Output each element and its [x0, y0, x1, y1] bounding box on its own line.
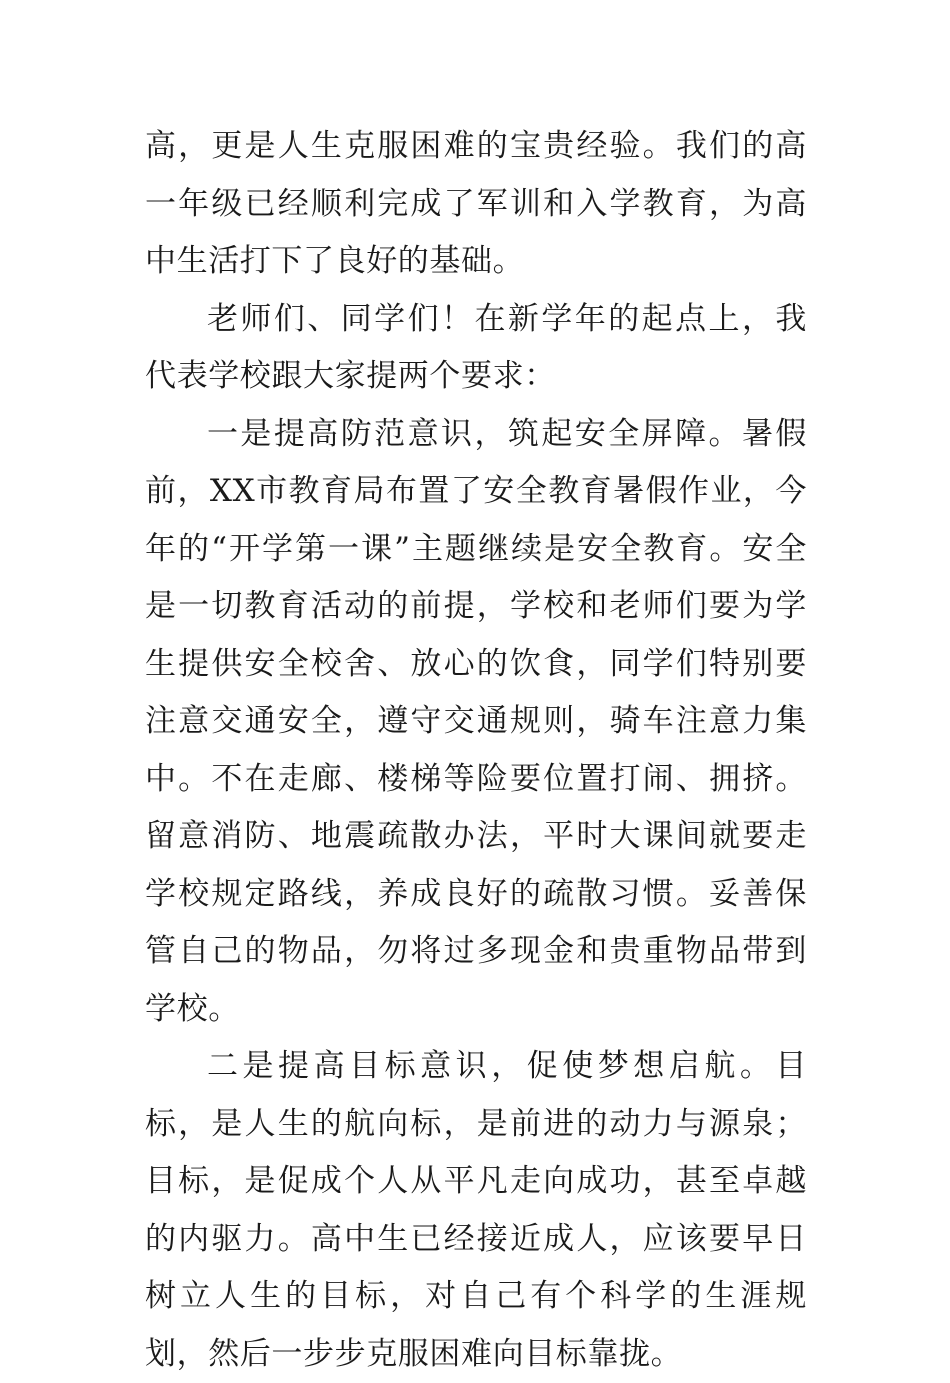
- paragraph-safety-awareness: 一是提高防范意识，筑起安全屏障。暑假前，XX市教育局布置了安全教育暑假作业，今年的“开学第一课”主题继续是安全教育。安全是一切教育活动的前提，学校和老师们要为学生提供安全校舍、放心的饮食，同学们特别要注意交通安全，遵守交通规则，骑车注意力集中。不在走廊、楼梯等险要位置打闹、拥挤。留意消防、地震疏散办法，平时大课间就要走学校规定路线，养成良好的疏散习惯。妥善保管自己的物品，勿将过多现金和贵重物品带到学校。: [145, 415, 807, 1027]
- paragraph-goal-awareness: 二是提高目标意识，促使梦想启航。目标，是人生的航向标，是前进的动力与源泉；目标，是促成个人从平凡走向成功，甚至卓越的内驱力。高中生已经接近成人，应该要早日树立人生的目标，对自己有个科学的生涯规划，然后一步步克服困难向目标靠拢。: [145, 1048, 807, 1372]
- paragraph-continuation: 高，更是人生克服困难的宝贵经验。我们的高一年级已经顺利完成了军训和入学教育，为高中生活打下了良好的基础。: [145, 128, 807, 279]
- document-body: [145, 118, 807, 1383]
- paragraph-requirements-intro: 老师们、同学们！在新学年的起点上，我代表学校跟大家提两个要求：: [145, 300, 807, 394]
